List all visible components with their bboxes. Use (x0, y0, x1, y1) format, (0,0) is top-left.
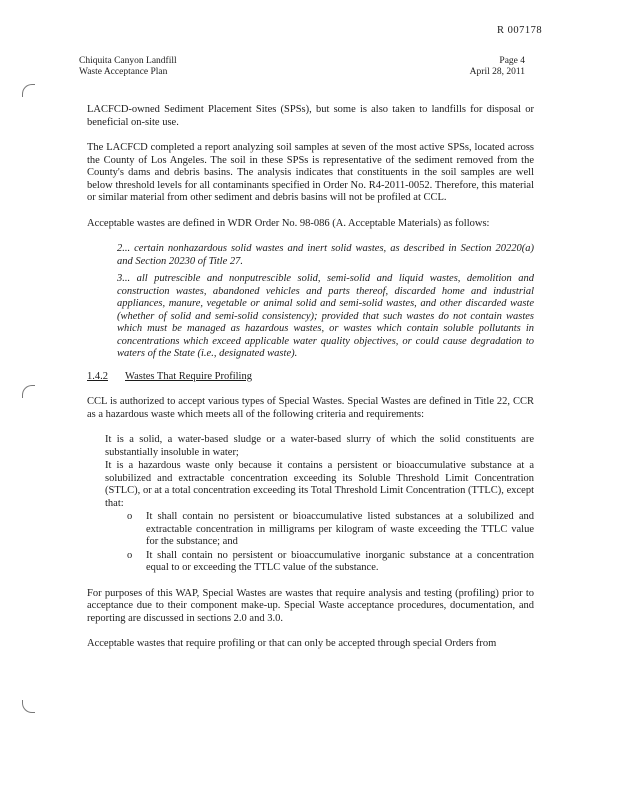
list-item-text: It shall contain no persistent or bioaccumulative inorganic substance at a concentration equal to or exceeding the TTLC value of the substance. (146, 549, 534, 573)
scan-mark (22, 700, 35, 713)
scan-mark (22, 385, 35, 398)
header-page: Page 4 (499, 56, 525, 66)
header-date: April 28, 2011 (469, 67, 525, 77)
quote-item: 2... certain nonhazardous solid wastes and inert solid wastes, as described in Section 20220(a) and Section 20230 of Title 27. (117, 243, 534, 267)
section-title: Wastes That Require Profiling (125, 370, 252, 382)
paragraph: LACFCD-owned Sediment Placement Sites (SPSs), but some is also taken to landfills for disposal or beneficial on-site use. (87, 104, 534, 128)
list-item-text: It shall contain no persistent or bioaccumulative listed substances at a solubilized and extractable concentration in milligrams per kilogram of waste exceeding the TTLC value for the substance; and (146, 511, 534, 547)
paragraph: CCL is authorized to accept various types of Special Wastes. Special Wastes are defined in Title 22, CCR as a hazardous waste which meets all of the following criteria and requirements: (87, 396, 534, 420)
exception-list (105, 511, 534, 575)
header-left (79, 56, 177, 78)
criterion: It is a hazardous waste only because it contains a persistent or bioaccumulative substance at a solubilized and extractable concentration exceeding its Soluble Threshold Limit Concentration (STLC), or at a total concentration exceeding its Total Threshold Limit Concentration (TTLC), except that: (105, 460, 534, 509)
bullet-glyph: o (127, 549, 133, 561)
criteria-list (105, 434, 534, 575)
quote-item: 3... all putrescible and nonputrescible solid, semi-solid and liquid wastes, demolition and construction wastes, abandoned vehicles and parts thereof, discarded home and industrial appliances, manure, vegetable or animal solid and semi-solid wastes, and other discarded waste (whether of solid and semi-solid consistency); provided that such wastes do not contain wastes which must be managed as hazardous wastes, or wastes which contain soluble pollutants in concentrations which exceed applicable water quality objectives, or could cause degradation to waters of the State (i.e., designated waste). (117, 273, 534, 359)
bullet-glyph: o (127, 511, 133, 522)
header-document: Waste Acceptance Plan (79, 67, 168, 77)
section-heading (87, 371, 534, 384)
header-facility: Chiquita Canyon Landfill (79, 56, 177, 66)
paragraph: The LACFCD completed a report analyzing soil samples at seven of the most active SPSs, located across the County of Los Angeles. The soil in these SPSs is representative of the sediment removed from the County's dams and debris basins. The analysis indicates that constituents in the soil samples are well below threshold levels for all contaminants specified in Order No. R4-2011-0052. Therefore, this material or similar material from other sediment and debris basins will not be profiled at CCL. (87, 142, 534, 203)
body-text (87, 104, 534, 664)
bates-number: R 007178 (497, 25, 543, 36)
criterion: It is a solid, a water-based sludge or a water-based slurry of which the solid constituents are substantially insoluble in water; (105, 434, 534, 458)
scan-mark (22, 84, 35, 97)
paragraph: Acceptable wastes are defined in WDR Order No. 98-086 (A. Acceptable Materials) as follows: (87, 217, 490, 229)
quoted-order (117, 243, 534, 361)
list-item (127, 550, 534, 575)
header-right (470, 56, 525, 78)
paragraph: For purposes of this WAP, Special Wastes are wastes that require analysis and testing (profiling) prior to acceptance due to their component make-up. Special Waste acceptance procedures, documentation, and reporting are discussed in sections 2.0 and 3.0. (87, 587, 534, 624)
section-number: 1.4.2 (87, 370, 108, 382)
list-item (127, 511, 534, 549)
paragraph: Acceptable wastes that require profiling or that can only be accepted through special Orders from (87, 638, 497, 649)
